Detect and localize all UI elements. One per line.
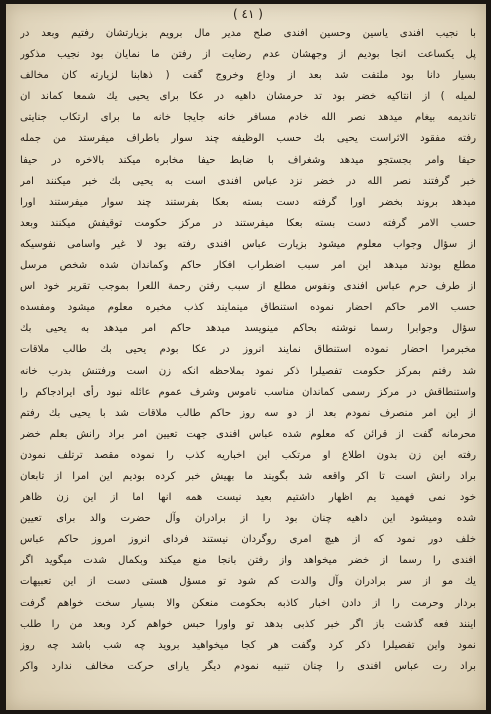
text-line-9: میدهد بروند بخضر اورا گرفته دست بسته بعکا بفرستند چند سوار میفرستند اورا [20, 196, 476, 208]
text-line-2: پل یکساعت انجا بودیم از وجهشان عدم رضایت از رفتن ما نمایان بود نجیب مذکور [20, 49, 476, 61]
text-line-4: لمیله ) از انتاکیه خضر بود تد حرمشان داهیه در عکا برای یحیی یك شمعا کماند ان [20, 91, 476, 103]
text-line-5: تاندیمه بیغام میدهد نصر الله خادم مسافر خانه جایجا خانه ما برای ارتکاب جنایتی [20, 112, 476, 124]
text-line-10: حسب الامر گرفته دست بسته بعکا میفرستند در مرکز حکومت توقیفش میکنند وبعد [20, 217, 476, 229]
text-line-15: سؤال وجوابرا رسما نوشته بحاکم مینویسد میدهد حاکم امر میدهد به یحیی بك [20, 323, 476, 335]
text-line-27: یك مو از سر برادران وآل والدت کم شود تو مسؤل هستی دست از این تعبیهات [20, 576, 476, 588]
page-number: ( ٤١ ) [233, 7, 263, 21]
text-line-22: براد رانش است تا اکر واقعه شد بگویند ما بهیش خبر کرده بودیم این امرا از تابعان [20, 470, 476, 482]
text-line-24: شده ومیشود این داهیه چنان بود را از برادران وآل حضرت والد برای تعیین [20, 513, 476, 525]
text-line-26: افندی را رسما از خضر میخواهد واز رفتن بانجا منع میکند وبکمال شدت میگوید اگر [20, 555, 476, 567]
text-line-18: واستنطاقش در مرکز رسمی کماندان مناسب ناموس وشرف عموم عائله نبود رأی ایرادجاکم را [20, 386, 476, 398]
text-line-23: خود نمی فهمید یم اظهار داشتیم بعید نیست همه انها اما از این زن ظاهر [20, 492, 476, 504]
text-line-1: با نجیب افندی یاسین وحسین افندی صلح مدیر مال برویم بزیارتشان رفتیم وبعد در [20, 28, 476, 39]
text-line-6: رفته مفقود الاثراست یحیی بك حسب الوظیفه چند سوار باطراف میفرستد من جمله [20, 133, 476, 145]
text-line-17: شد رفتم بمرکز حکومت تفصیلرا ذکر نمود بملاحظه انکه زن است ورفتنش بدرب خانه [20, 365, 476, 377]
text-line-7: حیفا وامر بجستجو میدهد وشغراف با ضابط حیفا مخابره میکند بالاخره در حیفا [20, 154, 476, 166]
text-line-11: از سؤال وجواب معلوم میشود بزیارت عباس افندی رفته بود لا غیر واسامی نفوسیکه [20, 238, 476, 250]
body-text [20, 23, 476, 677]
text-line-3: بسیار دانا بود ملتفت شد بعد از وداع وخروج گفت ( ذهابنا لزیارته کان مخالف [20, 70, 476, 82]
text-line-31: براد رت عباس افندی را چنان تنبیه نمودم دیگر یارای حرکت مخالف ندارد واکر [20, 660, 476, 672]
text-line-12: مطلع بودند میدهد این امر سبب اضطراب افکار حاکم وکماندان شده شخص مرسل [20, 260, 476, 272]
text-line-21: رفته این زن بدون اطلاع او مرتکب این اخباریه کذب را نموده مقصد ترتلف نمودن [20, 449, 476, 461]
text-line-29: اینند فعه گذشت باز اگر خبر کذبی بدهد تو واورا حبس خواهم کرد وبعد من را طلب [20, 618, 476, 630]
text-line-19: از این امر منصرف نمودم بعد از دو سه روز حاکم طالب ملاقات شد با یحیی بك رفتم [20, 407, 476, 419]
document-page [6, 4, 486, 710]
text-line-8: خبر گرفتند نصر الله در خضر نزد عباس افندی است به یحیی بك خبر میکنند امر [20, 175, 476, 187]
text-line-28: بردار وحرمت را از دادن اخبار کاذبه بحکومت منعکن والا بسیار سخت خواهم گرفت [20, 597, 476, 609]
text-line-14: حسب الامر حاکم احضار نموده استنطاق مینمایند کذب مخبره معلوم میشود ومفسده [20, 302, 476, 314]
text-line-30: نمود واین تفصیلرا ذکر کرد وگفت هر کجا میخواهید بروید چه شب باشد چه روز [20, 639, 476, 651]
text-line-16: مخبرمرا احضار نموده استنطاق نمایند انروز در عکا بودم یحیی بك طالب ملاقات [20, 344, 476, 356]
text-line-20: محرمانه گفت از قرائن که معلوم شده عباس افندی جهت تعیین امر براد رانش بعلم خضر [20, 428, 476, 440]
text-line-25: خلف دور نمود که از هیچ امری روگردان نیستند فردای انروز امروز حاکم عباس [20, 534, 476, 546]
text-line-13: از طرف حرم عباس افندی ونفوس مطلع از سبب رفتن رحمة اللعرا بموجب تقریر خود اس [20, 281, 476, 293]
